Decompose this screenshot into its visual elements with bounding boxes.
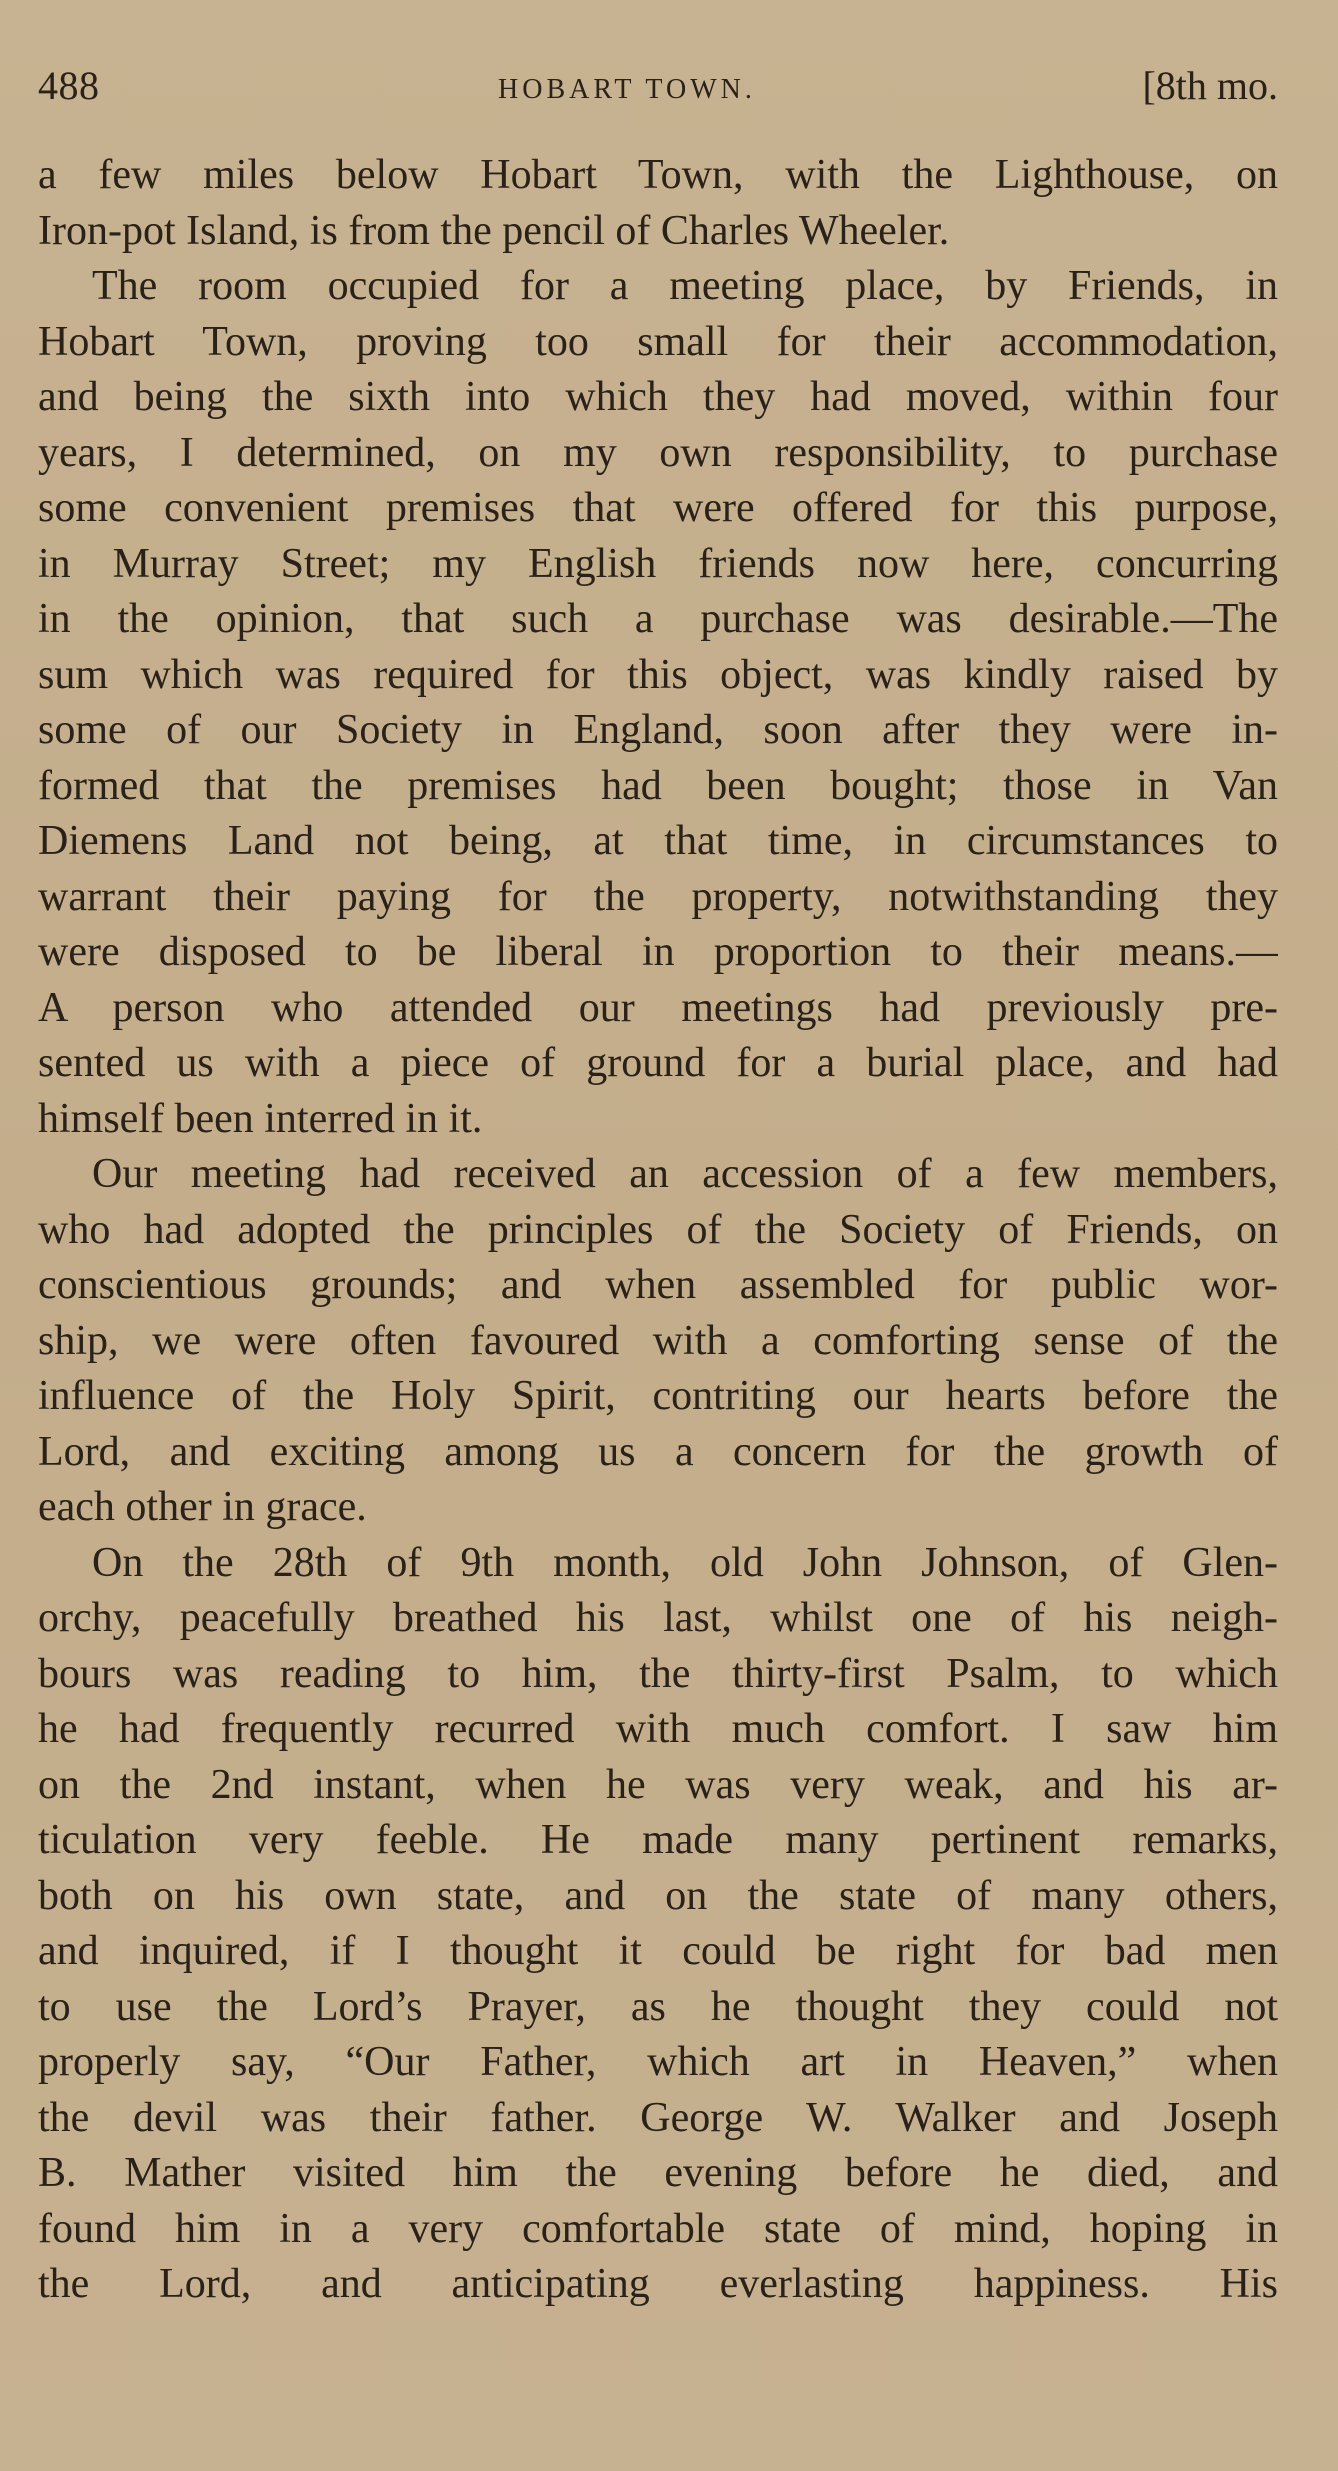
running-header: [38, 62, 1278, 122]
text-line: he had frequently recurred with much comfort. I saw him: [38, 1706, 1278, 1752]
text-line: Lord, and exciting among us a concern for the growth of: [38, 1428, 1278, 1475]
text-line: bours was reading to him, the thirty-first Psalm, to which: [38, 1650, 1278, 1697]
text-line: The room occupied for a meeting place, by Friends, in: [92, 263, 1278, 309]
text-line: formed that the premises had been bought; those in Van: [38, 762, 1278, 809]
body-text: [38, 148, 1278, 2313]
text-line: Iron-pot Island, is from the pencil of Charles Wheeler.: [38, 207, 950, 254]
text-line: in Murray Street; my English friends now here, concurring: [38, 540, 1278, 587]
text-line: a few miles below Hobart Town, with the Lighthouse, on: [38, 152, 1278, 198]
text-line: sum which was required for this object, was kindly raised by: [38, 651, 1278, 698]
text-line: and inquired, if I thought it could be right for bad men: [38, 1928, 1278, 1974]
text-line: influence of the Holy Spirit, contriting our hearts before the: [38, 1373, 1278, 1419]
text-line: conscientious grounds; and when assembled for public wor-: [38, 1262, 1278, 1308]
text-line: the devil was their father. George W. Walker and Joseph: [38, 2094, 1278, 2141]
text-line: who had adopted the principles of the Society of Friends, on: [38, 1206, 1278, 1253]
text-line: sented us with a piece of ground for a burial place, and had: [38, 1040, 1278, 1086]
text-line: on the 2nd instant, when he was very weak, and his ar-: [38, 1761, 1278, 1808]
text-line: and being the sixth into which they had moved, within four: [38, 374, 1278, 420]
text-line: Our meeting had received an accession of a few members,: [92, 1151, 1278, 1197]
text-line: warrant their paying for the property, notwithstanding they: [38, 873, 1278, 920]
text-line: Diemens Land not being, at that time, in circumstances to: [38, 818, 1278, 864]
running-title: HOBART TOWN.: [498, 74, 756, 105]
text-line: himself been interred in it.: [38, 1095, 483, 1142]
text-line: in the opinion, that such a purchase was desirable.—The: [38, 596, 1278, 642]
text-line: the Lord, and anticipating everlasting happiness. His: [38, 2261, 1278, 2307]
text-line: some of our Society in England, soon after they were in-: [38, 707, 1278, 753]
text-line: were disposed to be liberal in proportion to their means.—: [38, 929, 1278, 975]
page-number: 488: [38, 63, 100, 108]
text-line: both on his own state, and on the state of many others,: [38, 1872, 1278, 1919]
text-line: ship, we were often favoured with a comforting sense of the: [38, 1317, 1278, 1364]
running-date: [8th mo.: [1142, 63, 1278, 108]
text-line: each other in grace.: [38, 1484, 367, 1530]
text-line: found him in a very comfortable state of mind, hoping in: [38, 2205, 1278, 2252]
text-line: ticulation very feeble. He made many pertinent remarks,: [38, 1817, 1278, 1863]
text-line: B. Mather visited him the evening before he died, and: [38, 2150, 1278, 2196]
text-line: to use the Lord’s Prayer, as he thought they could not: [38, 1983, 1278, 2030]
text-line: On the 28th of 9th month, old John Johnson, of Glen-: [92, 1539, 1278, 1586]
text-line: some convenient premises that were offered for this purpose,: [38, 485, 1278, 531]
text-line: A person who attended our meetings had previously pre-: [38, 984, 1278, 1031]
text-line: years, I determined, on my own responsibility, to purchase: [38, 429, 1278, 476]
text-line: Hobart Town, proving too small for their accommodation,: [38, 318, 1278, 365]
text-line: orchy, peacefully breathed his last, whilst one of his neigh-: [38, 1595, 1278, 1641]
text-line: properly say, “Our Father, which art in Heaven,” when: [38, 2039, 1278, 2085]
